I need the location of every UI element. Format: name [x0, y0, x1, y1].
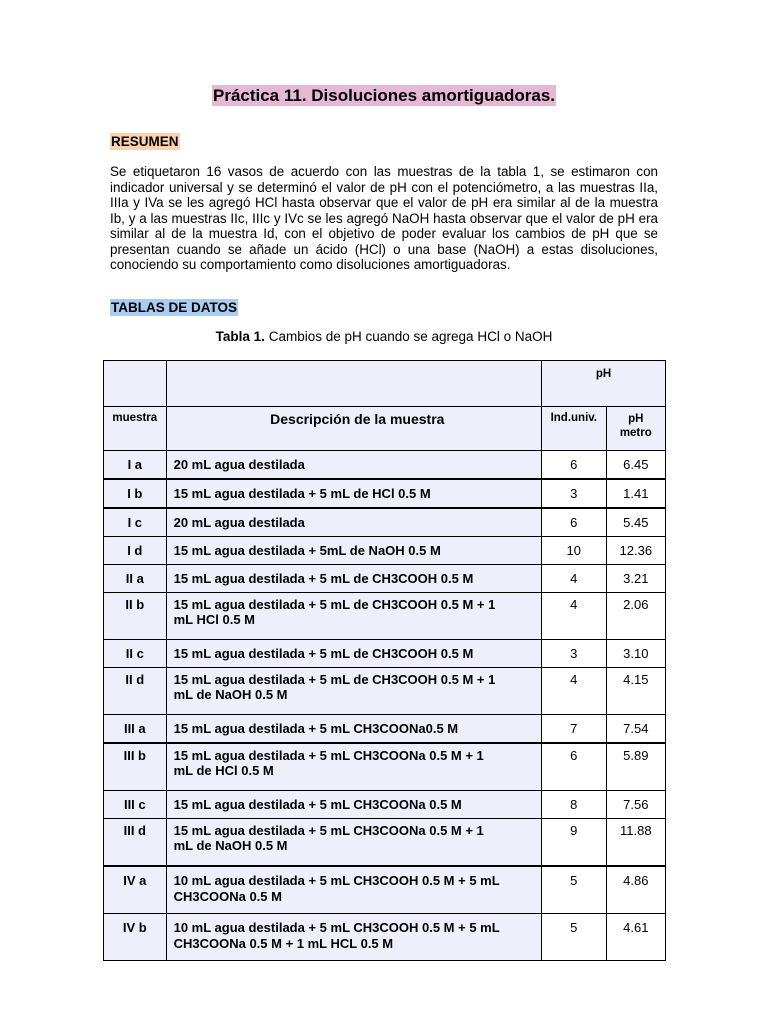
cell-muestra: IV b — [104, 914, 167, 961]
resumen-heading: RESUMEN — [111, 134, 179, 149]
cell-ph-metro: 5.45 — [606, 508, 665, 537]
cell-ind-univ: 6 — [542, 743, 607, 791]
cell-description: 15 mL agua destilada + 5 mL de HCl 0.5 M — [166, 479, 541, 508]
table-row — [104, 866, 666, 914]
table-row — [104, 715, 666, 744]
cell-ind-univ: 6 — [542, 508, 607, 537]
table-header-row-1 — [104, 361, 666, 407]
table-caption — [0, 329, 768, 344]
cell-ph-metro: 4.15 — [606, 668, 665, 715]
cell-description-line1: 15 mL agua destilada + 5 mL CH3COONa 0.5 M + 1 — [173, 823, 484, 838]
cell-ph-metro: 4.86 — [606, 866, 665, 914]
cell-muestra: III d — [104, 819, 167, 867]
cell-ind-univ: 3 — [542, 479, 607, 508]
cell-description: 15 mL agua destilada + 5mL de NaOH 0.5 M — [166, 537, 541, 565]
cell-description-line1: 10 mL agua destilada + 5 mL CH3COOH 0.5 M + 5 mL — [173, 873, 500, 888]
cell-description-line2: CH3COONa 0.5 M — [173, 889, 282, 904]
page-title — [0, 86, 768, 106]
cell-description: 15 mL agua destilada + 5 mL CH3COONa0.5 M — [166, 715, 541, 744]
cell-muestra: I c — [104, 508, 167, 537]
cell-description: 15 mL agua destilada + 5 mL CH3COONa 0.5 M — [166, 791, 541, 819]
cell-ind-univ: 6 — [542, 451, 607, 480]
table-row — [104, 537, 666, 565]
cell-muestra: III b — [104, 743, 167, 791]
cell-description-line1: 10 mL agua destilada + 5 mL CH3COOH 0.5 M + 5 mL — [173, 920, 500, 935]
cell-muestra: I d — [104, 537, 167, 565]
cell-ph-metro: 7.54 — [606, 715, 665, 744]
cell-description — [166, 866, 541, 914]
cell-ph-metro: 2.06 — [606, 593, 665, 640]
cell-ph-metro: 12.36 — [606, 537, 665, 565]
header-muestra: muestra — [104, 407, 167, 451]
table-row — [104, 640, 666, 668]
cell-description — [166, 668, 541, 715]
cell-ind-univ: 8 — [542, 791, 607, 819]
cell-description-line2: CH3COONa 0.5 M + 1 mL HCL 0.5 M — [173, 936, 394, 951]
cell-ind-univ: 4 — [542, 565, 607, 593]
caption-text: Cambios de pH cuando se agrega HCl o NaOH — [264, 329, 553, 344]
cell-description: 15 mL agua destilada + 5 mL de CH3COOH 0.5 M — [166, 640, 541, 668]
header-ph: pH — [542, 361, 666, 407]
cell-ind-univ: 9 — [542, 819, 607, 867]
cell-muestra: II d — [104, 668, 167, 715]
header-ind-univ: Ind.univ. — [542, 407, 607, 451]
table-row — [104, 668, 666, 715]
cell-description — [166, 593, 541, 640]
cell-description — [166, 743, 541, 791]
cell-ind-univ: 10 — [542, 537, 607, 565]
table-row — [104, 593, 666, 640]
cell-ph-metro: 3.21 — [606, 565, 665, 593]
cell-description — [166, 914, 541, 961]
cell-ph-metro: 3.10 — [606, 640, 665, 668]
data-table — [103, 360, 666, 961]
cell-ind-univ: 7 — [542, 715, 607, 744]
table-row — [104, 479, 666, 508]
cell-muestra: II a — [104, 565, 167, 593]
table-row — [104, 451, 666, 480]
cell-ind-univ: 4 — [542, 668, 607, 715]
cell-ind-univ: 3 — [542, 640, 607, 668]
caption-label: Tabla 1. — [215, 329, 265, 344]
cell-ph-metro: 1.41 — [606, 479, 665, 508]
cell-description-line2: mL HCl 0.5 M — [173, 612, 255, 627]
header-ph-metro — [606, 407, 665, 451]
cell-description-line1: 15 mL agua destilada + 5 mL CH3COONa 0.5 M + 1 — [173, 748, 484, 763]
header-empty-desc — [166, 361, 541, 407]
cell-muestra: I a — [104, 451, 167, 480]
cell-ph-metro: 5.89 — [606, 743, 665, 791]
title-text: Práctica 11. Disoluciones amortiguadoras. — [212, 86, 556, 105]
tablas-heading: TABLAS DE DATOS — [111, 300, 238, 315]
cell-muestra: II c — [104, 640, 167, 668]
cell-ph-metro: 7.56 — [606, 791, 665, 819]
cell-description-line2: mL de NaOH 0.5 M — [173, 687, 288, 702]
cell-ph-metro: 11.88 — [606, 819, 665, 867]
cell-description: 20 mL agua destilada — [166, 451, 541, 480]
header-empty-muestra — [104, 361, 167, 407]
cell-description-line2: mL de HCl 0.5 M — [173, 763, 274, 778]
table-row — [104, 819, 666, 867]
cell-ind-univ: 4 — [542, 593, 607, 640]
cell-description: 15 mL agua destilada + 5 mL de CH3COOH 0.5 M — [166, 565, 541, 593]
header-description: Descripción de la muestra — [166, 407, 541, 451]
table-row — [104, 565, 666, 593]
summary-paragraph: Se etiquetaron 16 vasos de acuerdo con las muestras de la tabla 1, se estimaron con indicador universal y se determinó el valor de pH con el potenciómetro, a las muestras IIa, IIIa y IVa se les agregó HCl hasta observar que el valor de pH era similar al de la muestra Ib, y a las muestras IIc, IIIc y IVc se les agregó NaOH hasta observar que el valor de pH era similar al de la muestra Id, con el objetivo de poder evaluar los cambios de pH que se presentan cuando se añade un ácido (HCl) o una base (NaOH) a estas disoluciones, conociendo su comportamiento como disoluciones amortiguadoras. — [110, 164, 658, 272]
cell-ind-univ: 5 — [542, 866, 607, 914]
cell-description — [166, 819, 541, 867]
cell-muestra: II b — [104, 593, 167, 640]
cell-muestra: IV a — [104, 866, 167, 914]
cell-ph-metro: 4.61 — [606, 914, 665, 961]
table-row — [104, 743, 666, 791]
cell-muestra: I b — [104, 479, 167, 508]
cell-muestra: III c — [104, 791, 167, 819]
cell-description-line1: 15 mL agua destilada + 5 mL de CH3COOH 0.5 M + 1 — [173, 597, 496, 612]
header-ph-metro-line1: pH — [628, 413, 644, 425]
cell-ph-metro: 6.45 — [606, 451, 665, 480]
cell-description: 20 mL agua destilada — [166, 508, 541, 537]
cell-description-line2: mL de NaOH 0.5 M — [173, 838, 288, 853]
header-ph-metro-line2: metro — [619, 427, 652, 439]
cell-ind-univ: 5 — [542, 914, 607, 961]
table-row — [104, 791, 666, 819]
table-row — [104, 508, 666, 537]
table-row — [104, 914, 666, 961]
cell-description-line1: 15 mL agua destilada + 5 mL de CH3COOH 0.5 M + 1 — [173, 672, 496, 687]
cell-muestra: III a — [104, 715, 167, 744]
table-header-row-2 — [104, 407, 666, 451]
